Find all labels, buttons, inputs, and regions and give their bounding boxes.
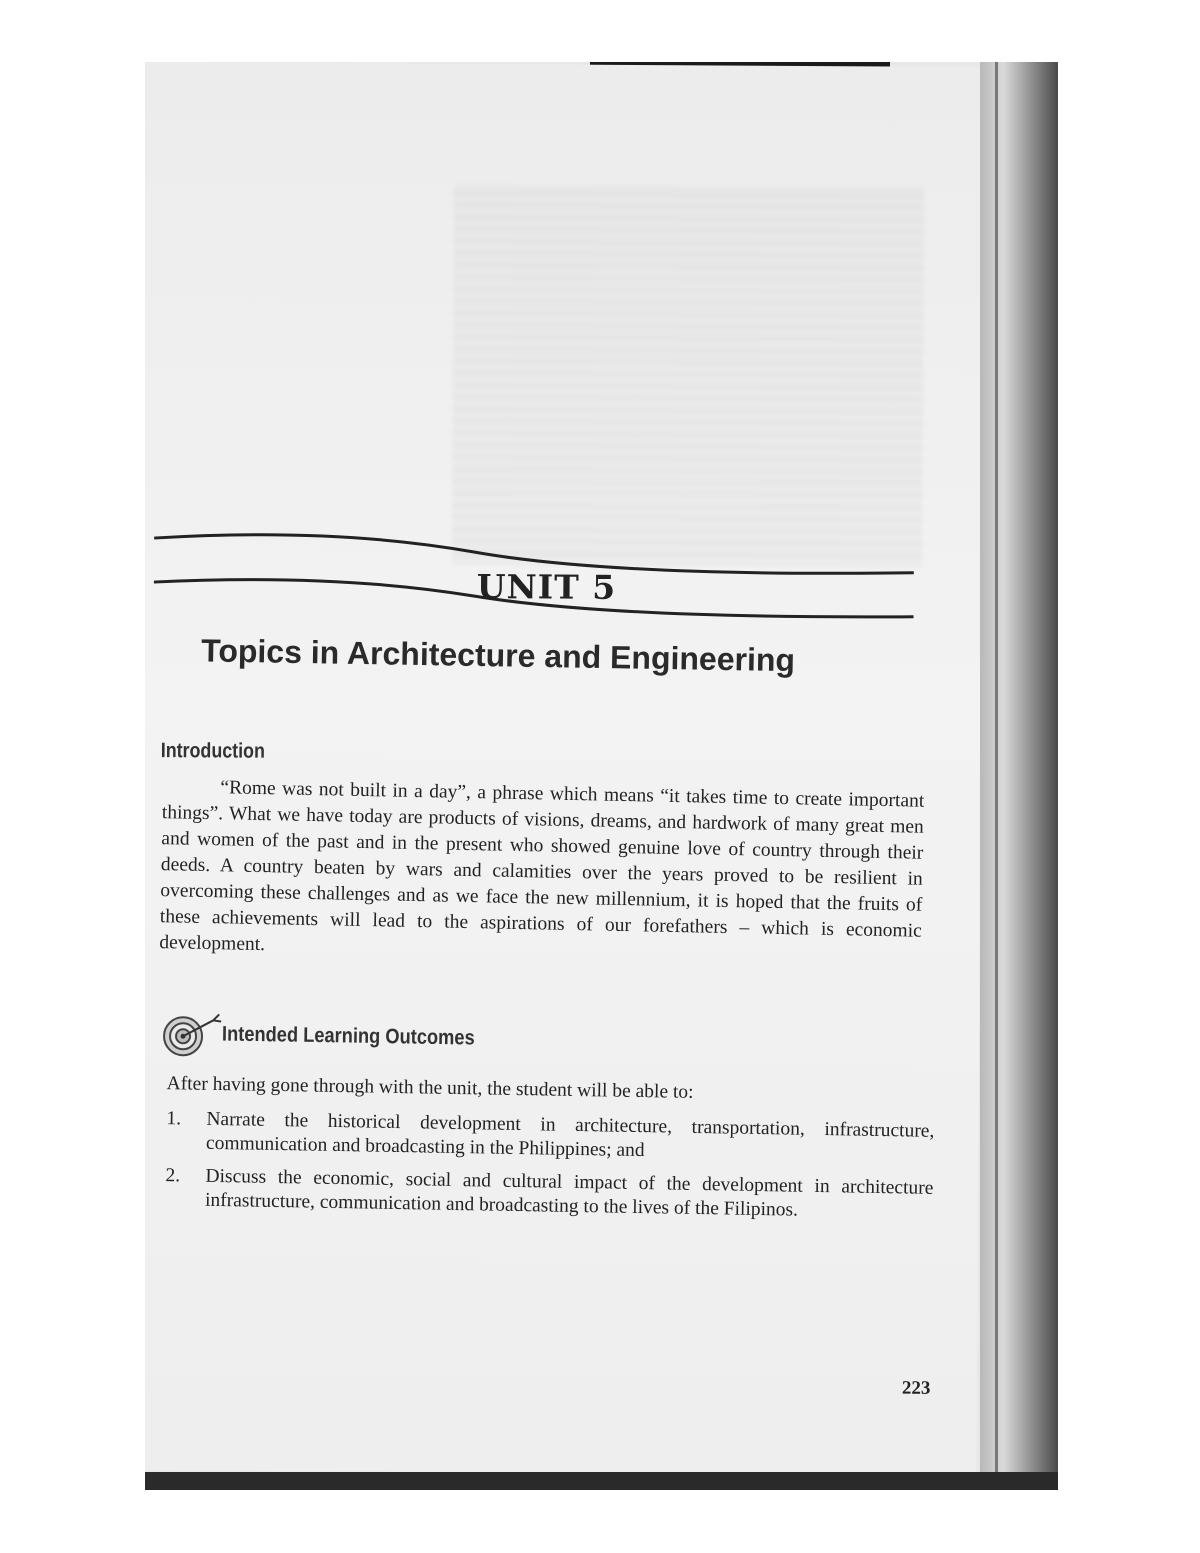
learning-outcomes-list <box>165 1107 935 1234</box>
list-item-number: 1. <box>166 1108 182 1130</box>
page-number: 223 <box>901 1377 931 1399</box>
introduction-heading: Introduction <box>160 739 265 763</box>
bottom-shadow <box>145 1472 1058 1490</box>
book-edge-line <box>995 62 998 1490</box>
book-page <box>145 62 985 1475</box>
book-photo <box>145 62 1058 1490</box>
list-item <box>165 1164 934 1225</box>
bleed-through-text <box>452 184 924 567</box>
learning-outcomes-lead: After having gone through with the unit, the student will be able to: <box>166 1073 694 1103</box>
learning-outcomes-heading: Intended Learning Outcomes <box>221 1022 475 1050</box>
unit-label: UNIT 5 <box>476 567 617 607</box>
list-item-text: Narrate the historical development in architecture, transportation, infrastructure, communication and broadcasting in the Philippines; and <box>205 1108 935 1162</box>
target-icon <box>161 1006 223 1062</box>
page-title: Topics in Architecture and Engineering <box>200 632 796 679</box>
list-item-number: 2. <box>165 1165 181 1187</box>
list-item-text: Discuss the economic, social and cultural impact of the development in architecture infrastructure, communication and broadcasting to the lives of the Filipinos. <box>204 1165 934 1221</box>
list-item <box>166 1107 935 1168</box>
introduction-paragraph: “Rome was not built in a day”, a phrase which means “it takes time to create important things”. What we have today are products of visions, dreams, and hardwork of many great men and women of the past and in the present who showed genuine love of country through their deeds. A country beaten by wars and calamities over the years proved to be resilient in overcoming these challenges and as we face the new millennium, it is hoped that the fruits of these achievements will lead to the aspirations of our forefathers – which is economic development. <box>159 777 925 956</box>
book-edge <box>980 62 1058 1490</box>
